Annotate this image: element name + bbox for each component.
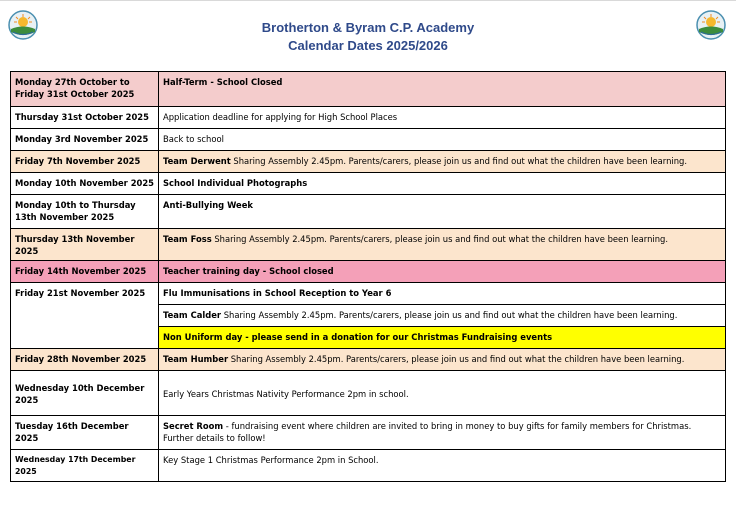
event-description: School Individual Photographs xyxy=(159,173,726,195)
event-description: Secret Room - fundraising event where children are invited to bring in money to buy gifts for family members for Christmas. Further details to follow! xyxy=(159,416,726,450)
table-row xyxy=(11,283,726,305)
event-description: Half-Term - School Closed xyxy=(159,72,726,107)
table-row xyxy=(11,195,726,229)
table-row xyxy=(11,129,726,151)
event-date: Friday 28th November 2025 xyxy=(11,349,159,371)
event-description: Teacher training day - School closed xyxy=(159,261,726,283)
event-date: Wednesday 10th December 2025 xyxy=(11,371,159,416)
event-date: Wednesday 17th December 2025 xyxy=(11,450,159,482)
table-row xyxy=(11,151,726,173)
table-row xyxy=(11,261,726,283)
event-description: Application deadline for applying for High School Places xyxy=(159,107,726,129)
table-row xyxy=(11,416,726,450)
table-row xyxy=(11,173,726,195)
event-description: Team Foss Sharing Assembly 2.45pm. Parents/carers, please join us and find out what the children have been learning. xyxy=(159,229,726,261)
event-date: Friday 7th November 2025 xyxy=(11,151,159,173)
table-row xyxy=(11,229,726,261)
event-date: Monday 10th to Thursday 13th November 2025 xyxy=(11,195,159,229)
event-description: Team Humber Sharing Assembly 2.45pm. Parents/carers, please join us and find out what the children have been learning. xyxy=(159,349,726,371)
event-date: Monday 27th October to Friday 31st October 2025 xyxy=(11,72,159,107)
page-subtitle: Calendar Dates 2025/2026 xyxy=(288,38,448,53)
event-date: Monday 10th November 2025 xyxy=(11,173,159,195)
event-description: Flu Immunisations in School Reception to Year 6 xyxy=(159,283,726,305)
event-description: Non Uniform day - please send in a donation for our Christmas Fundraising events xyxy=(159,327,726,349)
event-description: Back to school xyxy=(159,129,726,151)
table-row xyxy=(11,72,726,107)
event-date: Monday 3rd November 2025 xyxy=(11,129,159,151)
table-row xyxy=(11,107,726,129)
table-row xyxy=(11,371,726,416)
event-description: Key Stage 1 Christmas Performance 2pm in School. xyxy=(159,450,726,482)
event-date: Thursday 13th November 2025 xyxy=(11,229,159,261)
event-date: Thursday 31st October 2025 xyxy=(11,107,159,129)
event-description: Early Years Christmas Nativity Performance 2pm in school. xyxy=(159,371,726,416)
table-row xyxy=(11,349,726,371)
top-border-line xyxy=(0,0,736,1)
event-description: Team Derwent Sharing Assembly 2.45pm. Parents/carers, please join us and find out what the children have been learning. xyxy=(159,151,726,173)
event-description: Anti-Bullying Week xyxy=(159,195,726,229)
table-row xyxy=(11,450,726,482)
page-title: Brotherton & Byram C.P. Academy xyxy=(261,20,475,35)
event-date: Friday 21st November 2025 xyxy=(11,283,159,349)
event-date: Tuesday 16th December 2025 xyxy=(11,416,159,450)
calendar-table xyxy=(10,71,726,482)
event-date: Friday 14th November 2025 xyxy=(11,261,159,283)
event-description: Team Calder Sharing Assembly 2.45pm. Parents/carers, please join us and find out what the children have been learning. xyxy=(159,305,726,327)
